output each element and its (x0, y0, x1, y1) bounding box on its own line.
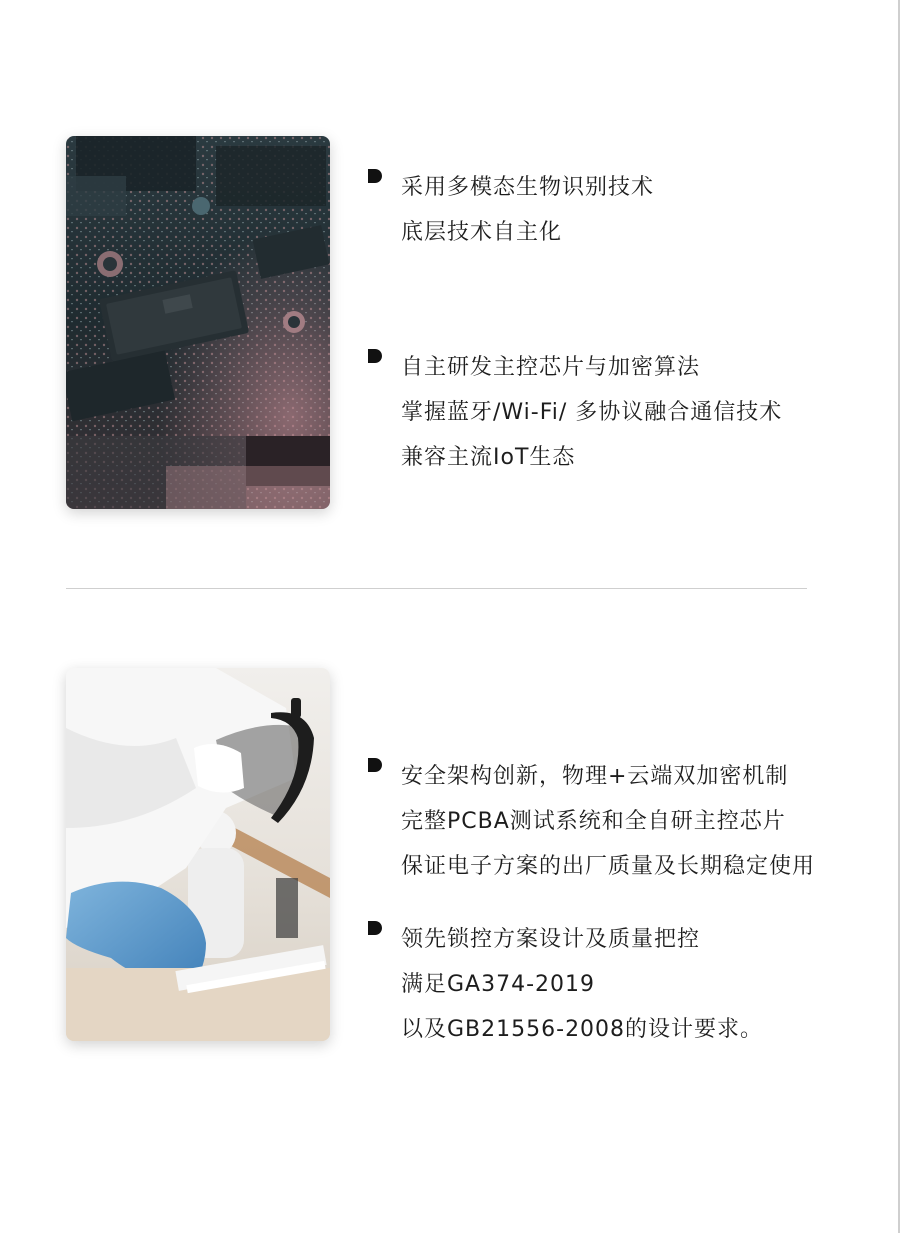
feature-block-chip (368, 345, 888, 480)
feature-text-line: 自主研发主控芯片与加密算法 (401, 355, 701, 380)
bullet-icon (368, 758, 382, 772)
section-divider (66, 588, 807, 589)
feature-block-quality (368, 917, 888, 1052)
feature-block-security (368, 754, 888, 889)
feature-text-line: 满足GA374-2019 (401, 972, 596, 997)
circuit-board-image (66, 136, 330, 509)
feature-text-line: 完整PCBA测试系统和全自研主控芯片 (401, 809, 786, 834)
bullet-icon (368, 349, 382, 363)
feature-text-line: 保证电子方案的出厂质量及长期稳定使用 (401, 854, 816, 879)
feature-text-line: 采用多模态生物识别技术 (401, 175, 655, 200)
cleanroom-illustration (66, 668, 330, 1041)
feature-text-line: 领先锁控方案设计及质量把控 (401, 927, 701, 952)
feature-text-line: 掌握蓝牙/Wi-Fi/ 多协议融合通信技术 (401, 400, 783, 425)
feature-text-line: 底层技术自主化 (401, 220, 563, 245)
cleanroom-technician-image (66, 668, 330, 1041)
circuit-board-illustration (66, 136, 330, 509)
feature-text-line: 兼容主流IoT生态 (401, 445, 576, 470)
bullet-icon (368, 921, 382, 935)
feature-text-line: 以及GB21556-2008的设计要求。 (401, 1017, 764, 1042)
feature-block-biometrics (368, 165, 888, 255)
bullet-icon (368, 169, 382, 183)
feature-text-line: 安全架构创新，物理+云端双加密机制 (401, 764, 789, 789)
